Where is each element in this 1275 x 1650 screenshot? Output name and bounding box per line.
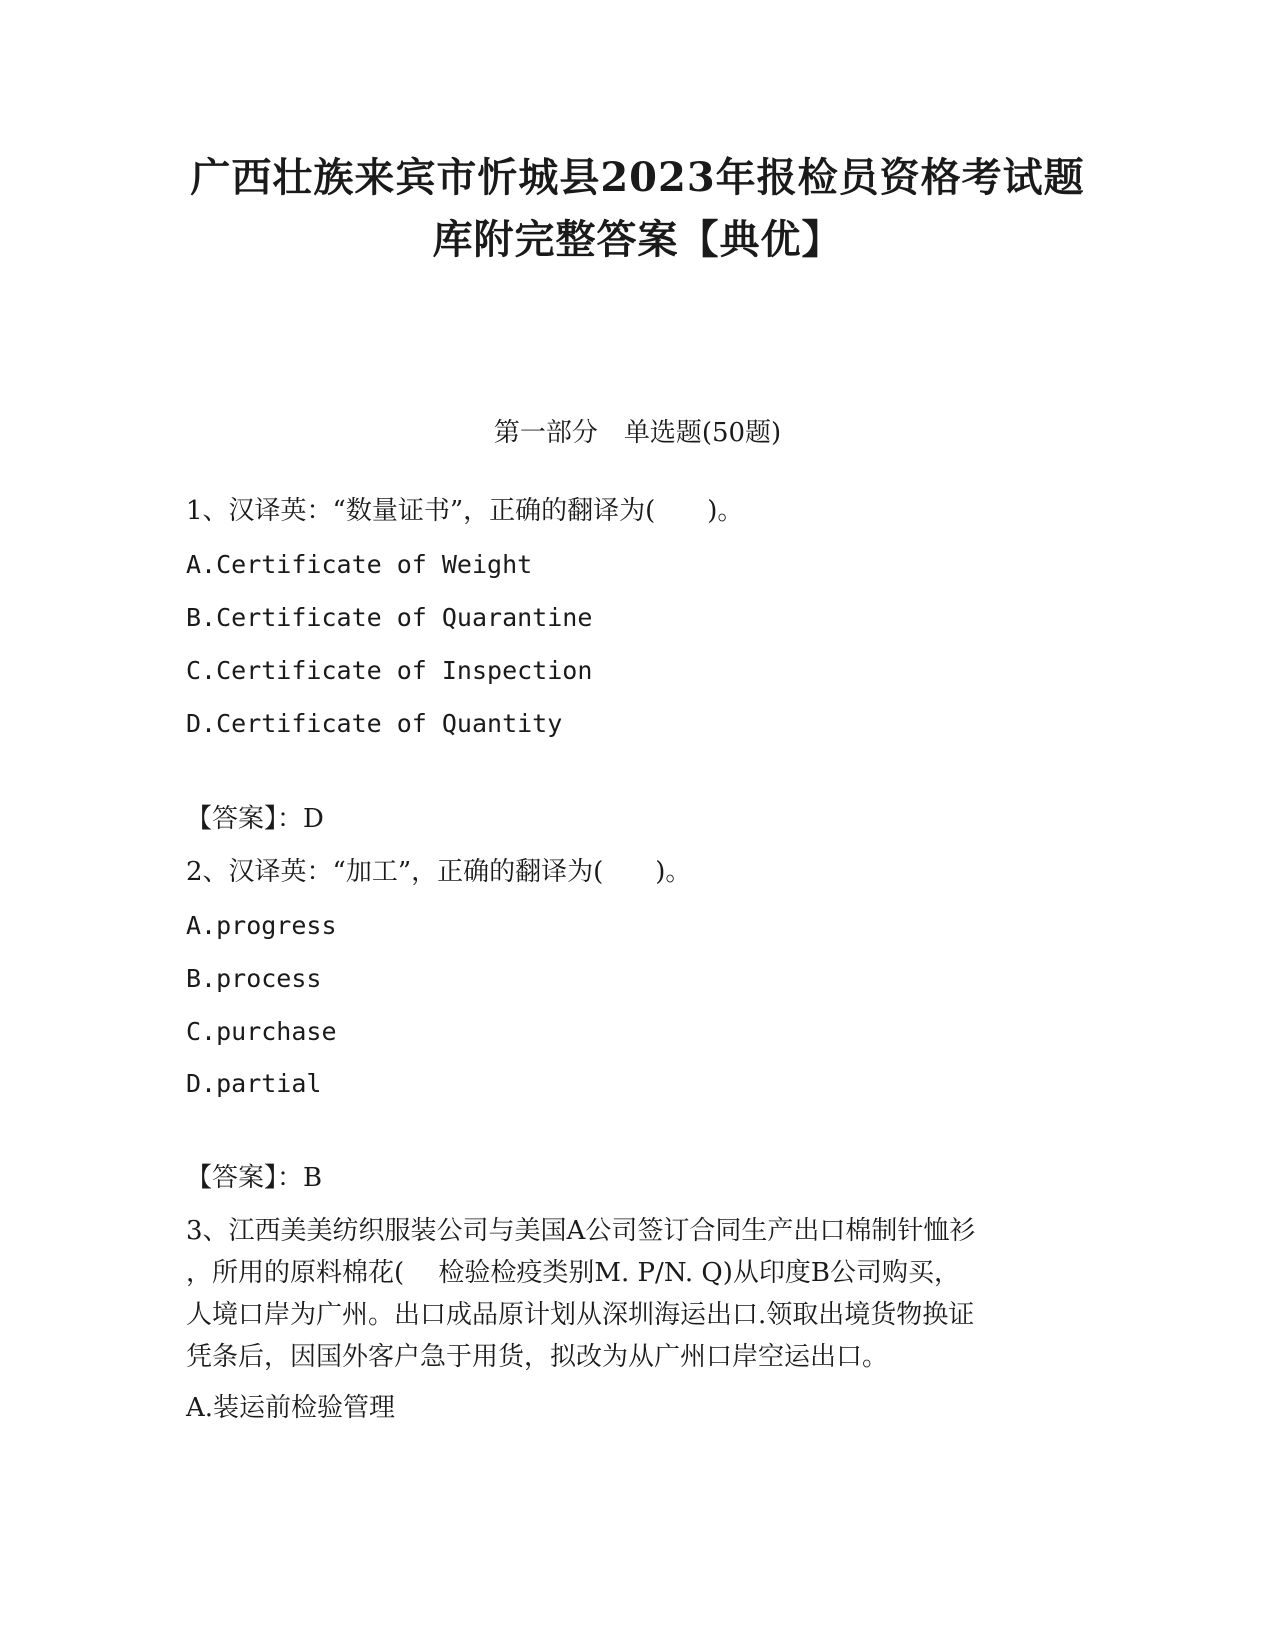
question-3-stem-line-3: 人境口岸为广州。出口成品原计划从深圳海运出口.领取出境货物换证 — [186, 1300, 975, 1330]
question-2-stem: 2、汉译英：“加工”，正确的翻译为( )。 — [186, 857, 692, 887]
question-1-option-b: B.Certificate of Quarantine — [186, 603, 593, 632]
question-2-option-c: C.purchase — [186, 1017, 337, 1046]
question-2-answer: 【答案】：B — [186, 1163, 323, 1193]
question-1-stem: 1、汉译英：“数量证书”，正确的翻译为( )。 — [186, 496, 744, 526]
question-2-option-d: D.partial — [186, 1069, 322, 1098]
question-3-stem-line-2: ，所用的原料棉花( 检验检疫类别M. P/N. Q)从印度B公司购买， — [186, 1258, 960, 1288]
question-3-option-a: A.装运前检验管理 — [186, 1393, 396, 1423]
question-3-stem-line-4: 凭条后，因国外客户急于用货，拟改为从广州口岸空运出口。 — [186, 1342, 889, 1372]
section-heading: 第一部分 单选题(50题) — [493, 418, 782, 448]
document-title-line-2: 库附完整答案【典优】 — [432, 216, 843, 263]
question-1-option-c: C.Certificate of Inspection — [186, 656, 593, 685]
question-3-stem-line-1: 3、江西美美纺织服装公司与美国A公司签订合同生产出口棉制针恤衫 — [186, 1216, 976, 1246]
question-1-answer: 【答案】：D — [186, 804, 324, 834]
question-1-option-d: D.Certificate of Quantity — [186, 709, 563, 738]
question-1-option-a: A.Certificate of Weight — [186, 550, 533, 579]
question-2-option-b: B.process — [186, 964, 322, 993]
document-title-line-1: 广西壮族来宾市忻城县2023年报检员资格考试题 — [190, 154, 1085, 201]
question-2-option-a: A.progress — [186, 911, 337, 940]
